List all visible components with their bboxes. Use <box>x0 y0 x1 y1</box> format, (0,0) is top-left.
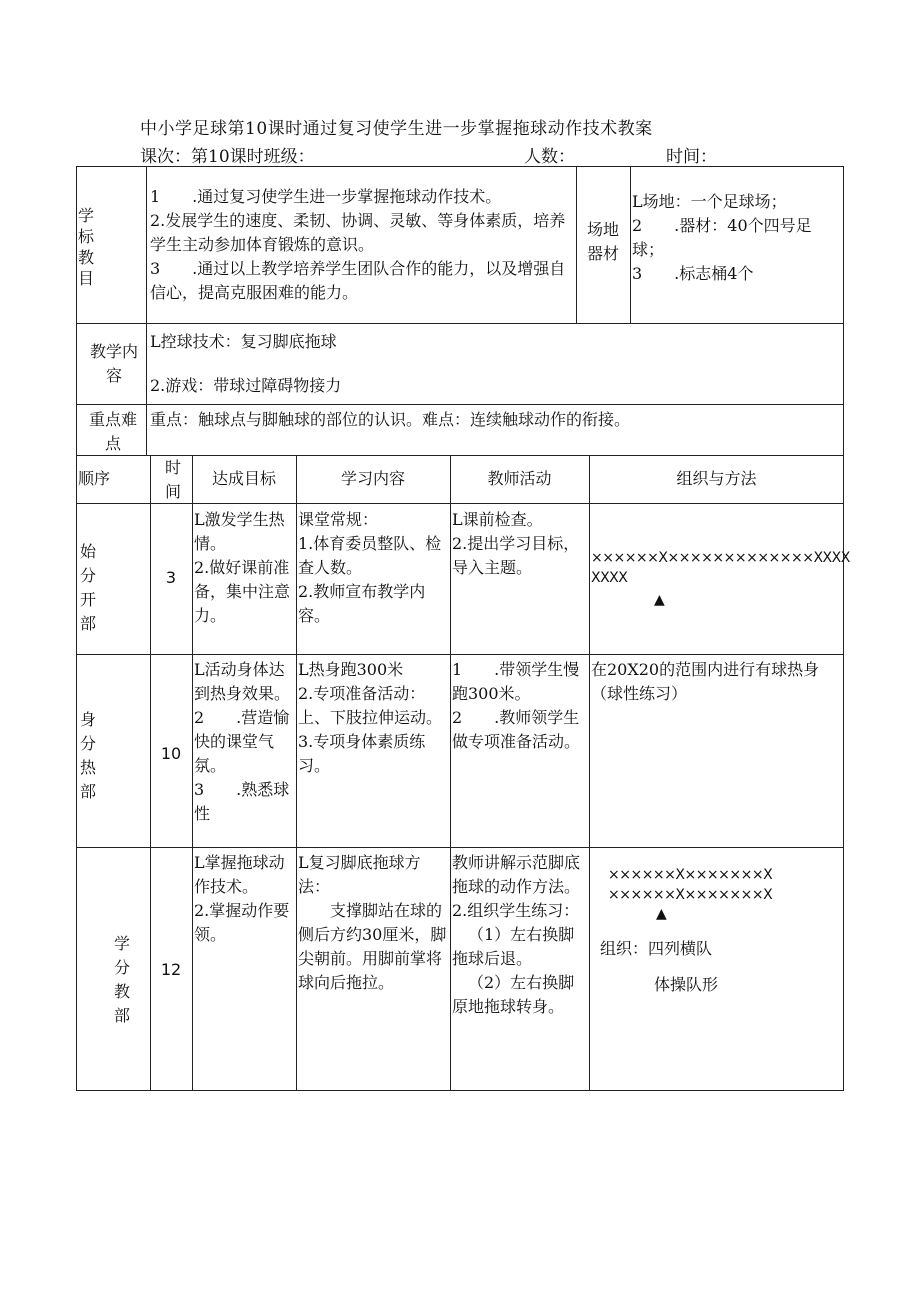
goal-item: 2.做好课前准备，集中注意力。 <box>194 558 291 625</box>
goal-item: 2.掌握动作要领。 <box>194 901 290 944</box>
venue-item: L场地：一个足球场； <box>632 192 787 211</box>
content-label: 教学内容 <box>90 342 139 385</box>
col-header-teacher: 教师活动 <box>487 469 552 488</box>
content-cell <box>298 658 448 778</box>
keypoints-text: 重点：触球点与脚触球的部位的认识。难点：连续触球动作的衔接。 <box>150 410 631 429</box>
lesson-info: 课次：第10课时班级： <box>140 147 315 167</box>
goal-item: L掌握拖球动作技术。 <box>194 853 285 896</box>
venue-item: 2 .器材：40个四号足球； <box>632 216 812 259</box>
teacher-cell <box>452 658 587 754</box>
teacher-item: 2.组织学生练习： <box>452 901 580 920</box>
formation-line: ××××××X×××××××X <box>608 887 773 903</box>
teacher-position-icon: ▲ <box>654 592 665 608</box>
objectives-list <box>150 185 572 305</box>
content-item: 2.游戏：带球过障碍物接力 <box>150 376 342 395</box>
goal-item: L活动身体达到热身效果。 <box>194 660 291 703</box>
formation-line: ××××××X×××××××××××××XXXX <box>591 550 850 566</box>
content-cell-item: 3.专项身体素质练习。 <box>298 732 426 775</box>
phase-label: 身分热部 <box>80 710 97 801</box>
phase-time: 3 <box>165 568 177 587</box>
teacher-cell <box>452 508 587 580</box>
teacher-item: 2 .教师领学生做专项准备活动。 <box>452 708 581 751</box>
goal-item: 3 .熟悉球性 <box>194 780 290 823</box>
objectives-label: 学标教目 <box>78 206 95 288</box>
col-header-org: 组织与方法 <box>676 469 757 488</box>
col-header-content: 学习内容 <box>340 469 405 488</box>
teacher-item: 教师讲解示范脚底拖球的动作方法。 <box>452 853 581 896</box>
venue-label: 场地器材 <box>586 220 619 263</box>
phase-time: 10 <box>160 744 182 763</box>
content-cell-item: 2.专项准备活动：上、下肢拉伸运动。 <box>298 684 443 727</box>
objective-item: 3 .通过以上教学培养学生团队合作的能力，以及增强自信心，提高克服困难的能力。 <box>150 259 566 302</box>
goal-cell <box>194 508 294 628</box>
content-cell-item: L热身跑300米 <box>298 660 404 679</box>
content-cell-item: 2.教师宣布教学内容。 <box>298 582 426 625</box>
venue-item: 3 .标志桶4个 <box>632 264 754 283</box>
phase-label: 始分开部 <box>80 542 97 633</box>
formation-line: ××××××X×××××××X <box>608 867 773 883</box>
teacher-item: 2.提出学习目标，导入主题。 <box>452 534 580 577</box>
objective-item: 2.发展学生的速度、柔韧、协调、灵敏、等身体素质，培养学生主动参加体育锻炼的意识。 <box>150 211 566 254</box>
teacher-item: （2）左右换脚原地拖球转身。 <box>452 973 575 1016</box>
keypoints-label: 重点难点 <box>88 410 137 453</box>
content-cell-item: 课堂常规： <box>298 510 379 529</box>
teacher-position-icon: ▲ <box>656 906 667 922</box>
venue-list <box>632 190 838 286</box>
content-cell-item: 支撑脚站在球的侧后方约30厘米，脚尖朝前。用脚前掌将球向后拖拉。 <box>298 901 447 992</box>
time-label: 时间： <box>666 147 717 167</box>
col-header-goal: 达成目标 <box>211 469 276 488</box>
content-item: L控球技术：复习脚底拖球 <box>150 332 337 351</box>
goal-item: 2 .营造愉快的课堂气氛。 <box>194 708 290 775</box>
goal-cell <box>194 658 294 826</box>
content-cell-item: L复习脚底拖球方法： <box>298 853 421 896</box>
goal-cell <box>194 851 294 947</box>
teacher-item: 1 .带领学生慢跑300米。 <box>452 660 580 703</box>
page-title: 中小学足球第10课时通过复习使学生进一步掌握拖球动作技术教案 <box>140 119 653 139</box>
objective-item: 1 .通过复习使学生进一步掌握拖球动作技术。 <box>150 187 502 206</box>
teacher-cell <box>452 851 587 1019</box>
teacher-item: （1）左右换脚拖球后退。 <box>452 925 575 968</box>
phase-time: 12 <box>160 960 182 979</box>
goal-item: L激发学生热情。 <box>194 510 285 553</box>
org-text: 在20X20的范围内进行有球热身（球性练习） <box>591 660 820 703</box>
col-header-time: 时间 <box>164 458 181 501</box>
teacher-item: L课前检查。 <box>452 510 543 529</box>
content-cell-item: 1.体育委员整队、检查人数。 <box>298 534 442 577</box>
content-cell <box>298 851 448 995</box>
col-header-order: 顺序 <box>78 469 111 488</box>
content-cell <box>298 508 448 628</box>
student-count-label: 人数： <box>524 147 575 167</box>
phase-label: 学分教部 <box>114 934 131 1025</box>
org-label: 组织：四列横队 <box>600 939 713 958</box>
org-label: 体操队形 <box>654 975 719 994</box>
formation-line: XXXX <box>591 570 628 586</box>
